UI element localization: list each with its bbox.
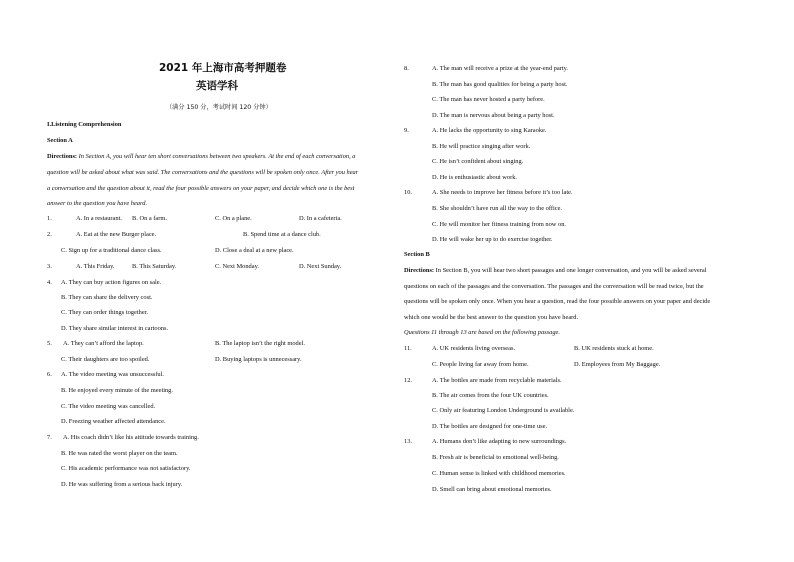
option-d: D. Buying laptops is unnecessary. — [215, 356, 302, 363]
question-number: 6. — [47, 371, 52, 378]
question-number: 10. — [404, 189, 412, 196]
option-d: D. He was suffering from a serious back injury. — [61, 481, 183, 488]
section-a-heading: Section A — [47, 137, 73, 144]
option-b: B. On a farm. — [132, 215, 167, 222]
option-c: C. The video meeting was cancelled. — [61, 403, 156, 410]
question-number: 3. — [47, 263, 52, 270]
option-d: D. Freezing weather affected attendance. — [61, 418, 166, 425]
option-c: C. People living far away from home. — [432, 361, 529, 368]
option-c: C. Their daughters are too spoiled. — [61, 356, 150, 363]
option-a: A. UK residents living overseas. — [432, 345, 516, 352]
directions-text: answer to the question you have heard. — [47, 200, 148, 207]
question-number: 5. — [47, 340, 52, 347]
option-d: D. Employees from My Baggage. — [574, 361, 661, 368]
section-b-heading: Section B — [404, 251, 430, 258]
question-number: 2. — [47, 231, 52, 238]
question-number: 13. — [404, 438, 412, 445]
option-d: D. Smell can bring about emotional memories. — [432, 486, 552, 493]
option-a: A. The man will receive a prize at the year-end party. — [432, 65, 568, 72]
option-c: C. Next Monday. — [215, 263, 259, 270]
option-b: B. This Saturday. — [132, 263, 177, 270]
option-b: B. The air comes from the four UK countries. — [432, 392, 549, 399]
directions-text: questions will be spoken only once. When you hear a question, read the four possible answers on your paper and decide — [404, 298, 711, 305]
option-b: B. They can share the delivery cost. — [61, 294, 153, 301]
directions-label: Directions: — [47, 153, 78, 160]
option-a: A. Humans don’t like adapting to new surroundings. — [432, 438, 567, 445]
option-b: B. Fresh air is beneficial to emotional well-being. — [432, 454, 559, 461]
option-c: C. They can order things together. — [61, 309, 149, 316]
part-heading: I.Listening Comprehension — [47, 121, 122, 128]
option-b: B. He enjoyed every minute of the meeting. — [61, 387, 173, 394]
question-number: 7. — [47, 434, 52, 441]
option-b: B. The laptop isn’t the right model. — [215, 340, 305, 347]
option-d: D. Next Sunday. — [299, 263, 342, 270]
section-b-directions-line — [404, 267, 707, 275]
option-b: B. He will practice singing after work. — [432, 143, 531, 150]
option-a: A. In a restaurant. — [76, 215, 122, 222]
option-c: C. On a plane. — [215, 215, 252, 222]
directions-text: In Section A, you will hear ten short conversations between two speakers. At the end of each conversation, a — [77, 153, 356, 160]
option-b: B. He was rated the worst player on the team. — [61, 450, 178, 457]
option-a: A. They can’t afford the laptop. — [63, 340, 144, 347]
question-number: 11. — [404, 345, 412, 352]
question-number: 1. — [47, 215, 52, 222]
option-b: B. She shouldn’t have run all the way to the office. — [432, 205, 563, 212]
option-d: D. In a cafeteria. — [299, 215, 342, 222]
exam-meta: （满分 150 分，考试时间 120 分钟） — [166, 104, 272, 111]
option-d: D. He will wake her up to do exercise together. — [432, 236, 553, 243]
option-a: A. She needs to improve her fitness before it’s too late. — [432, 189, 573, 196]
option-c: C. Only air featuring London Underground is available. — [432, 407, 575, 414]
subject-title: 英语学科 — [196, 80, 238, 92]
option-b: B. UK residents stuck at home. — [574, 345, 654, 352]
option-d: D. They share similar interest in cartoons. — [61, 325, 169, 332]
option-c: C. The man has never hosted a party before. — [432, 96, 545, 103]
option-b: B. The man has good qualities for being a party host. — [432, 81, 568, 88]
option-a: A. The bottles are made from recyclable materials. — [432, 377, 562, 384]
option-c: C. He will monitor her fitness training from now on. — [432, 221, 567, 228]
directions-text: questions on each of the passages and the conversation. The passages and the conversation will be read twice, but the — [404, 283, 704, 290]
directions-label: Directions: — [404, 267, 435, 274]
question-number: 9. — [404, 127, 409, 134]
option-c: C. Human sense is linked with childhood memories. — [432, 470, 566, 477]
question-number: 4. — [47, 279, 52, 286]
page-title: 2021 年上海市高考押题卷 — [159, 62, 287, 74]
directions-text: question will be asked about what was said. The conversations and the questions will be spoken only once. After you hear — [47, 169, 359, 176]
option-d: D. The bottles are designed for one-time use. — [432, 423, 548, 430]
option-a: A. His coach didn’t like his attitude towards training. — [63, 434, 199, 441]
option-a: A. Eat at the new Burger place. — [76, 231, 157, 238]
option-c: C. He isn’t confident about singing. — [432, 158, 524, 165]
option-c: C. His academic performance was not satisfactory. — [61, 465, 191, 472]
option-d: D. The man is nervous about being a party host. — [432, 112, 555, 119]
passage-note: Questions 11 through 13 are based on the following passage. — [404, 329, 560, 336]
directions-text: In Section B, you will hear two short passages and one longer conversation, and you will be asked several — [434, 267, 707, 274]
option-a: A. This Friday. — [76, 263, 115, 270]
option-a: A. The video meeting was unsuccessful. — [61, 371, 164, 378]
option-a: A. They can buy action figures on sale. — [61, 279, 162, 286]
option-a: A. He lacks the opportunity to sing Karaoke. — [432, 127, 547, 134]
directions-text: a conversation and the question about it, read the four possible answers on your paper, and decide which one is the best — [47, 185, 355, 192]
option-d: D. Close a deal at a new place. — [215, 247, 294, 254]
option-d: D. He is enthusiastic about work. — [432, 174, 518, 181]
question-number: 8. — [404, 65, 409, 72]
directions-text: which one would be the best answer to the question you have heard. — [404, 314, 579, 321]
option-b: B. Spend time at a dance club. — [243, 231, 321, 238]
question-number: 12. — [404, 377, 412, 384]
option-c: C. Sign up for a traditional dance class. — [61, 247, 162, 254]
section-a-directions-line — [47, 153, 355, 161]
